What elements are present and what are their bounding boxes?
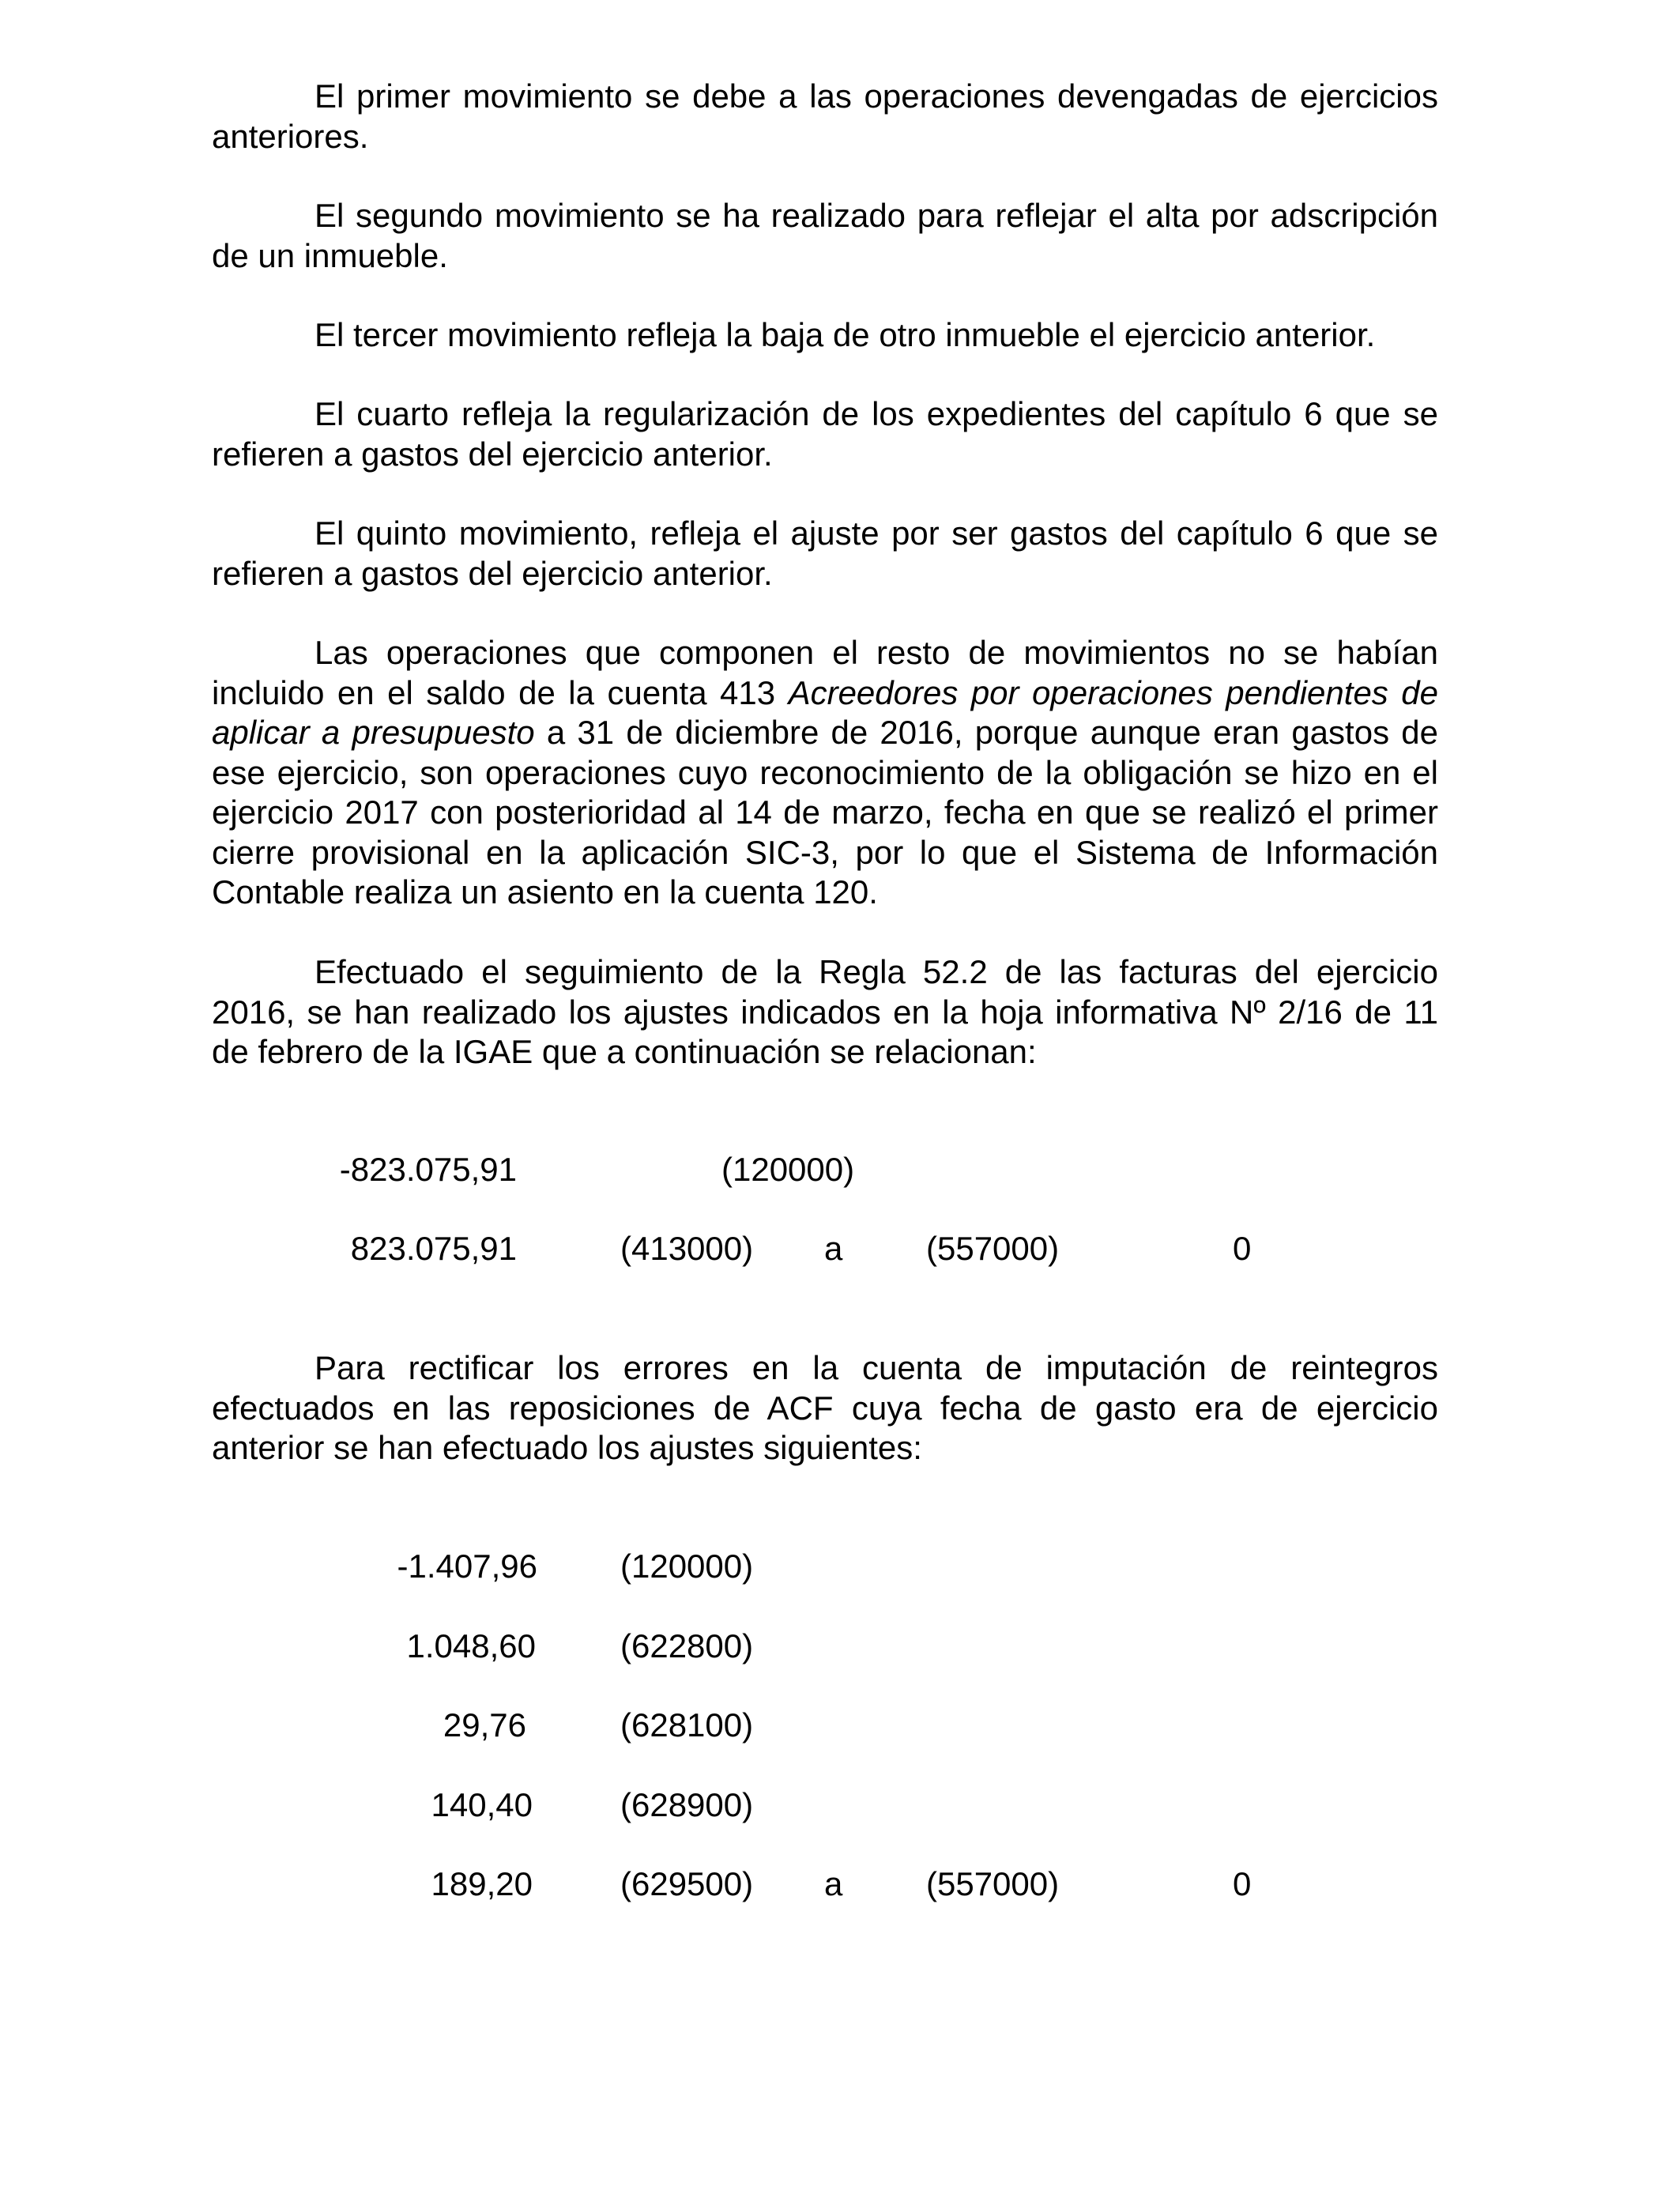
entry-connector: a — [824, 1230, 843, 1267]
entry-counter-account: (557000) — [926, 1230, 1060, 1267]
paragraph-remaining-text-after: a 31 de diciembre de 2016, porque aunque eran gastos de ese ejercicio, son operaciones cuyo reconocimiento de la obligación se hizo en el ejercicio 2017 con posterioridad al 14 de marzo, fecha en que se realizó el primer cierre provisional en la aplicación SIC-3, por lo que el Sistema de Información Contable realiza un asiento en la cuenta 120. — [212, 714, 1438, 910]
entry-balance: 0 — [1233, 1230, 1252, 1267]
paragraph-fourth-movement: El cuarto refleja la regularización de los expedientes del capítulo 6 que se refieren a gastos del ejercicio anterior. — [212, 395, 1438, 473]
paragraph-rule-52-2: Efectuado el seguimiento de la Regla 52.2 de las facturas del ejercicio 2016, se han realizado los ajustes indicados en la hoja informativa Nº 2/16 de 11 de febrero de la IGAE que a continuación se relacionan: — [212, 953, 1438, 1070]
entry-account: (628100) — [620, 1706, 754, 1744]
entry-balance: 0 — [1233, 1865, 1252, 1902]
entry-account: (629500) — [620, 1865, 754, 1902]
entry-amount: 140,40 — [431, 1786, 533, 1823]
paragraph-acf-reintegros: Para rectificar los errores en la cuenta de imputación de reintegros efectuados en las reposiciones de ACF cuya fecha de gasto era de ejercicio anterior se han efectuado los ajustes siguientes: — [212, 1349, 1438, 1466]
entry-amount: 1.048,60 — [406, 1627, 536, 1664]
paragraph-fifth-movement: El quinto movimiento, refleja el ajuste por ser gastos del capítulo 6 que se refieren a gastos del ejercicio anterior. — [212, 515, 1438, 592]
entry-amount: 823.075,91 — [350, 1230, 517, 1267]
entry-connector: a — [824, 1865, 843, 1902]
paragraph-first-movement: El primer movimiento se debe a las operaciones devengadas de ejercicios anteriores. — [212, 77, 1438, 155]
entry-account: (120000) — [721, 1151, 855, 1188]
paragraph-remaining-text-before: Las operaciones que componen el resto de movimientos no se habían incluido en el saldo de la cuenta 413 — [212, 634, 1438, 711]
paragraph-third-movement: El tercer movimiento refleja la baja de otro inmueble el ejercicio anterior. — [315, 316, 1376, 353]
entry-amount: -823.075,91 — [339, 1151, 517, 1188]
account-413-name: Acreedores por operaciones pendientes de aplicar a presupuesto — [212, 673, 1438, 751]
entry-account: (622800) — [620, 1627, 754, 1664]
entry-amount: 29,76 — [443, 1706, 526, 1744]
entry-counter-account: (557000) — [926, 1865, 1060, 1902]
paragraph-second-movement: El segundo movimiento se ha realizado para reflejar el alta por adscripción de un inmueble. — [212, 197, 1438, 274]
paragraph-remaining-movements — [212, 633, 1438, 913]
entry-account: (413000) — [620, 1230, 754, 1267]
entry-account: (628900) — [620, 1786, 754, 1823]
entry-amount: 189,20 — [431, 1865, 533, 1902]
entry-amount: -1.407,96 — [397, 1547, 537, 1585]
entry-account: (120000) — [620, 1547, 754, 1585]
